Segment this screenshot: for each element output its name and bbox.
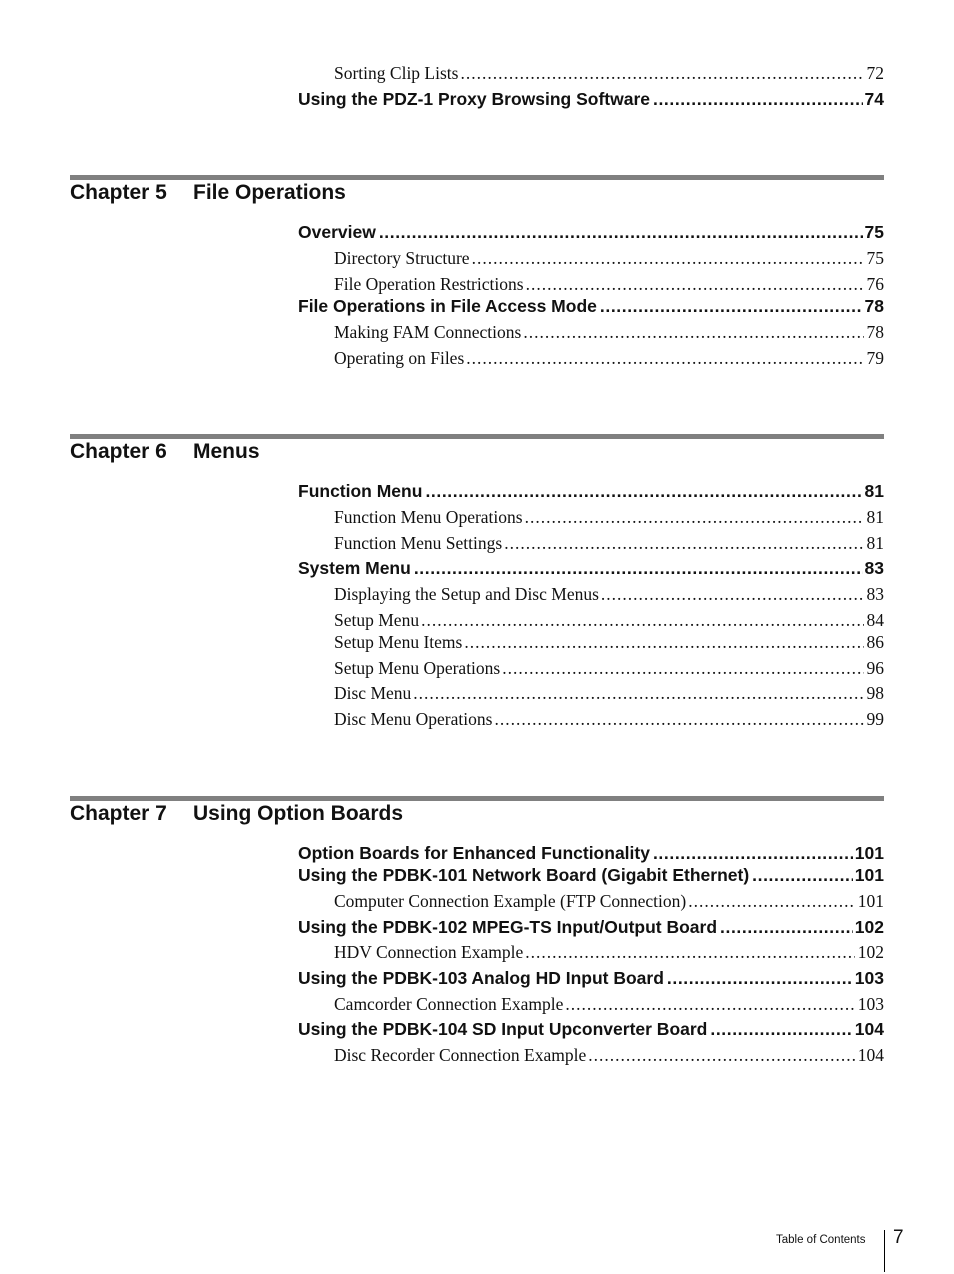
toc-entry-title: Function Menu Operations bbox=[334, 507, 523, 527]
toc-entry-page: 102 bbox=[857, 942, 884, 962]
dot-leader bbox=[494, 709, 863, 730]
toc-entry-title: File Operations in File Access Mode bbox=[298, 296, 597, 316]
dot-leader bbox=[653, 843, 853, 864]
toc-entry[interactable] bbox=[334, 348, 884, 369]
toc-entry-page: 103 bbox=[857, 994, 884, 1014]
dot-leader bbox=[710, 1019, 852, 1040]
toc-entry[interactable] bbox=[298, 865, 884, 886]
dot-leader bbox=[720, 917, 853, 938]
dot-leader bbox=[601, 584, 864, 605]
chapter-title: Using Option Boards bbox=[193, 802, 403, 825]
toc-entry-page: 75 bbox=[864, 222, 884, 242]
dot-leader bbox=[526, 274, 864, 295]
toc-entry-page: 102 bbox=[854, 917, 884, 937]
toc-entry-title: Setup Menu bbox=[334, 610, 420, 630]
toc-entry-page: 98 bbox=[866, 683, 884, 703]
toc-entry-page: 74 bbox=[864, 89, 884, 109]
toc-entry-title: Overview bbox=[298, 222, 376, 242]
toc-entry-title: Setup Menu Items bbox=[334, 632, 463, 652]
toc-entry-title: File Operation Restrictions bbox=[334, 274, 524, 294]
dot-leader bbox=[379, 222, 863, 243]
toc-entry-title: Function Menu Settings bbox=[334, 533, 503, 553]
page-number: 7 bbox=[893, 1227, 904, 1248]
toc-entry-page: 103 bbox=[854, 968, 884, 988]
toc-entry-title: Using the PDBK-101 Network Board (Gigabit Ethernet) bbox=[298, 865, 750, 885]
footer-section-label: Table of Contents bbox=[776, 1234, 866, 1246]
toc-entry[interactable] bbox=[334, 891, 884, 912]
toc-entry-page: 72 bbox=[866, 63, 884, 83]
toc-entry[interactable] bbox=[334, 322, 884, 343]
toc-entry-page: 78 bbox=[866, 322, 884, 342]
toc-entry[interactable] bbox=[298, 968, 884, 989]
toc-entry[interactable] bbox=[298, 917, 884, 938]
toc-entry-page: 83 bbox=[864, 558, 884, 578]
toc-entry-page: 101 bbox=[854, 843, 884, 863]
dot-leader bbox=[464, 632, 863, 653]
toc-entry-title: Camcorder Connection Example bbox=[334, 994, 564, 1014]
toc-entry-page: 79 bbox=[866, 348, 884, 368]
toc-entry[interactable] bbox=[334, 507, 884, 528]
toc-entry[interactable] bbox=[334, 709, 884, 730]
toc-entry-page: 78 bbox=[864, 296, 884, 316]
toc-entry-page: 96 bbox=[866, 658, 884, 678]
toc-entry-page: 84 bbox=[866, 610, 884, 630]
toc-entry-title: Using the PDBK-104 SD Input Upconverter Board bbox=[298, 1019, 708, 1039]
chapter-number: Chapter 7 bbox=[70, 802, 167, 825]
toc-entry[interactable] bbox=[334, 632, 884, 653]
chapter-heading bbox=[70, 802, 403, 826]
dot-leader bbox=[752, 865, 853, 886]
toc-entry[interactable] bbox=[334, 63, 884, 84]
dot-leader bbox=[504, 533, 863, 554]
toc-entry-page: 81 bbox=[864, 481, 884, 501]
toc-entry[interactable] bbox=[334, 584, 884, 605]
chapter-title: Menus bbox=[193, 440, 260, 463]
toc-entry-page: 81 bbox=[866, 507, 884, 527]
toc-entry-page: 101 bbox=[857, 891, 884, 911]
toc-entry-title: Directory Structure bbox=[334, 248, 470, 268]
toc-entry[interactable] bbox=[334, 248, 884, 269]
footer-divider bbox=[884, 1230, 885, 1272]
toc-entry-page: 83 bbox=[866, 584, 884, 604]
toc-entry-title: Disc Recorder Connection Example bbox=[334, 1045, 587, 1065]
toc-entry[interactable] bbox=[298, 222, 884, 243]
chapter-heading bbox=[70, 440, 260, 464]
toc-entry-title: Using the PDBK-102 MPEG-TS Input/Output Board bbox=[298, 917, 718, 937]
chapter-heading bbox=[70, 181, 346, 205]
toc-entry-title: Option Boards for Enhanced Functionality bbox=[298, 843, 650, 863]
toc-entry-title: Disc Menu Operations bbox=[334, 709, 493, 729]
toc-entry[interactable] bbox=[298, 296, 884, 317]
toc-entry-page: 104 bbox=[854, 1019, 884, 1039]
dot-leader bbox=[565, 994, 854, 1015]
toc-entry[interactable] bbox=[334, 1045, 884, 1066]
toc-entry[interactable] bbox=[334, 610, 884, 631]
toc-entry-page: 101 bbox=[854, 865, 884, 885]
toc-entry-title: Making FAM Connections bbox=[334, 322, 522, 342]
toc-entry-title: Using the PDZ-1 Proxy Browsing Software bbox=[298, 89, 650, 109]
toc-entry-title: Displaying the Setup and Disc Menus bbox=[334, 584, 599, 604]
chapter-rule bbox=[70, 175, 884, 180]
toc-entry-page: 104 bbox=[857, 1045, 884, 1065]
toc-entry[interactable] bbox=[334, 942, 884, 963]
toc-entry-page: 76 bbox=[866, 274, 884, 294]
dot-leader bbox=[588, 1045, 855, 1066]
toc-entry[interactable] bbox=[334, 683, 884, 704]
chapter-number: Chapter 5 bbox=[70, 181, 167, 204]
dot-leader bbox=[466, 348, 863, 369]
toc-entry[interactable] bbox=[334, 994, 884, 1015]
toc-entry-title: System Menu bbox=[298, 558, 411, 578]
dot-leader bbox=[600, 296, 863, 317]
dot-leader bbox=[425, 481, 862, 502]
chapter-number: Chapter 6 bbox=[70, 440, 167, 463]
toc-entry[interactable] bbox=[298, 1019, 884, 1040]
toc-entry-page: 99 bbox=[866, 709, 884, 729]
dot-leader bbox=[421, 610, 863, 631]
toc-entry-title: Operating on Files bbox=[334, 348, 465, 368]
chapter-rule bbox=[70, 434, 884, 439]
dot-leader bbox=[523, 322, 863, 343]
toc-entry-title: Function Menu bbox=[298, 481, 423, 501]
toc-entry-title: Sorting Clip Lists bbox=[334, 63, 459, 83]
toc-entry-page: 81 bbox=[866, 533, 884, 553]
toc-entry[interactable] bbox=[298, 481, 884, 502]
dot-leader bbox=[525, 942, 855, 963]
toc-entry-title: Setup Menu Operations bbox=[334, 658, 501, 678]
dot-leader bbox=[460, 63, 863, 84]
dot-leader bbox=[502, 658, 863, 679]
toc-entry-page: 86 bbox=[866, 632, 884, 652]
dot-leader bbox=[414, 558, 863, 579]
toc-entry-title: Disc Menu bbox=[334, 683, 412, 703]
toc-entry-title: Using the PDBK-103 Analog HD Input Board bbox=[298, 968, 664, 988]
dot-leader bbox=[413, 683, 863, 704]
dot-leader bbox=[472, 248, 864, 269]
toc-entry-title: HDV Connection Example bbox=[334, 942, 524, 962]
toc-entry-page: 75 bbox=[866, 248, 884, 268]
toc-entry[interactable] bbox=[298, 843, 884, 864]
toc-entry[interactable] bbox=[334, 658, 884, 679]
dot-leader bbox=[688, 891, 855, 912]
chapter-title: File Operations bbox=[193, 181, 346, 204]
dot-leader bbox=[667, 968, 853, 989]
dot-leader bbox=[525, 507, 864, 528]
toc-entry-title: Computer Connection Example (FTP Connection) bbox=[334, 891, 687, 911]
toc-entry[interactable] bbox=[334, 533, 884, 554]
toc-entry[interactable] bbox=[334, 274, 884, 295]
toc-entry[interactable] bbox=[298, 89, 884, 110]
toc-entry[interactable] bbox=[298, 558, 884, 579]
chapter-rule bbox=[70, 796, 884, 801]
dot-leader bbox=[653, 89, 863, 110]
